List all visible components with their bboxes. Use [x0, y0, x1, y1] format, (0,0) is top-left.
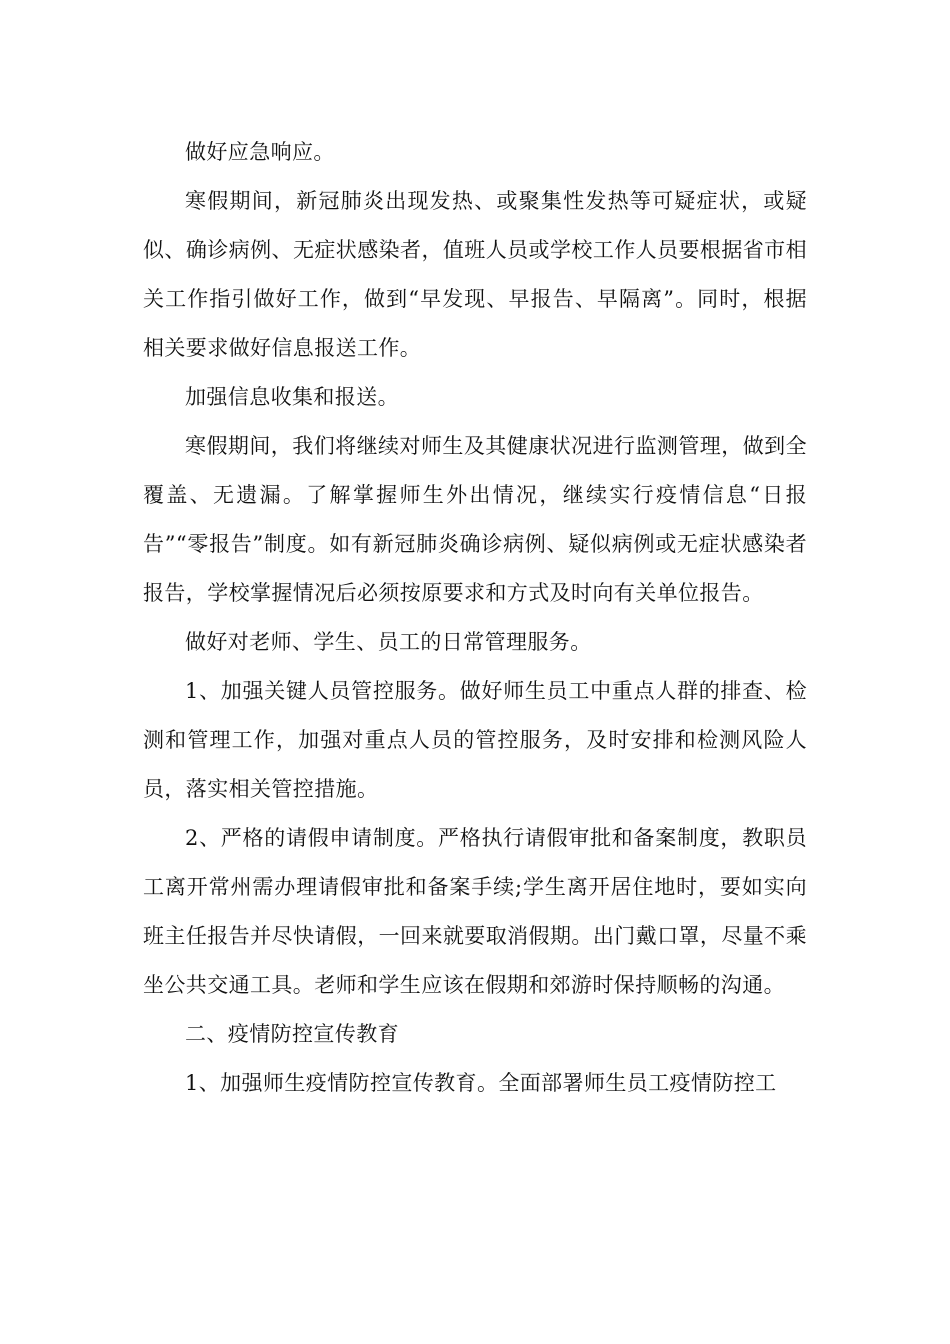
- paragraph-info-collection-heading: 加强信息收集和报送。: [185, 385, 399, 409]
- paragraph-leave-policy: 2、严格的请假申请制度。严格执行请假审批和备案制度，教职员工离开常州需办理请假审批和备案手续;学生离开居住地时，要如实向班主任报告并尽快请假，一回来就要取消假期。出门戴口罩，尽量不乘坐公共交通工具。老师和学生应该在假期和郊游时保持顺畅的沟通。: [143, 826, 807, 997]
- paragraph-info-collection-body: 寒假期间，我们将继续对师生及其健康状况进行监测管理，做到全覆盖、无遗漏。了解掌握师生外出情况，继续实行疫情信息“日报告”“零报告”制度。如有新冠肺炎确诊病例、疑似病例或无症状感染者报告，学校掌握情况后必须按原要求和方式及时向有关单位报告。: [143, 434, 807, 605]
- paragraph-emergency-response-heading: 做好应急响应。: [185, 140, 335, 164]
- paragraph-publicity-education: 1、加强师生疫情防控宣传教育。全面部署师生员工疫情防控工: [185, 1071, 777, 1095]
- paragraph-daily-management-heading: 做好对老师、学生、员工的日常管理服务。: [185, 630, 592, 654]
- section-heading-publicity-education: 二、疫情防控宣传教育: [185, 1022, 399, 1046]
- paragraph-emergency-response-body: 寒假期间，新冠肺炎出现发热、或聚集性发热等可疑症状，或疑似、确诊病例、无症状感染者，值班人员或学校工作人员要根据省市相关工作指引做好工作，做到“早发现、早报告、早隔离”。同时，根据相关要求做好信息报送工作。: [143, 189, 807, 360]
- paragraph-key-personnel: 1、加强关键人员管控服务。做好师生员工中重点人群的排查、检测和管理工作，加强对重点人员的管控服务，及时安排和检测风险人员，落实相关管控措施。: [143, 679, 807, 801]
- document-body: [143, 128, 807, 1108]
